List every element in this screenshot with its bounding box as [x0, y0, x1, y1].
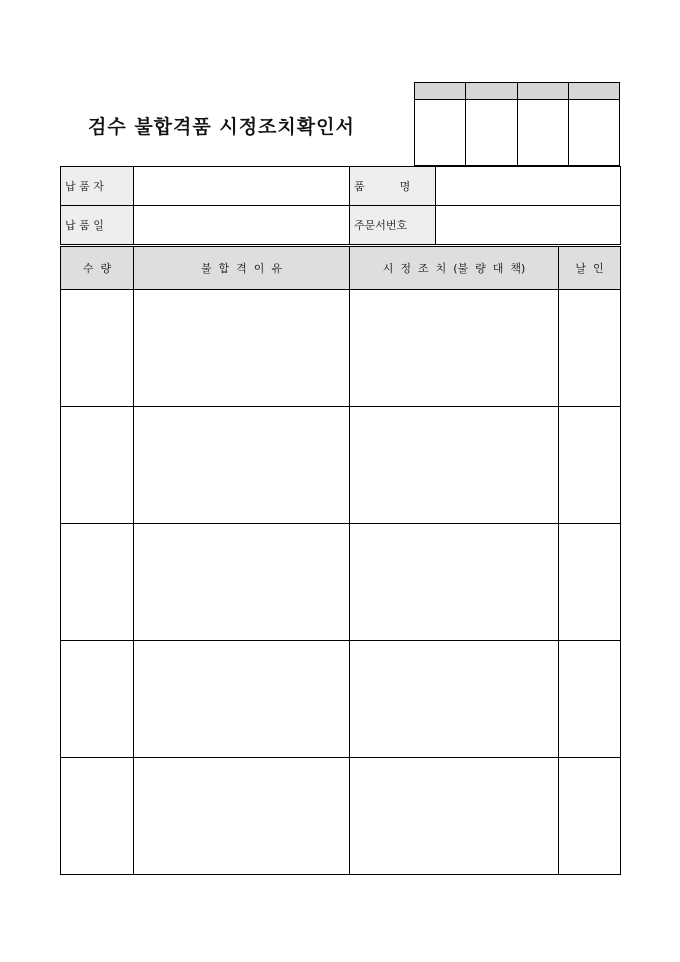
quantity-cell[interactable]	[61, 641, 134, 758]
approval-header-cell-4	[568, 83, 619, 100]
reason-cell[interactable]	[134, 407, 350, 524]
approval-header-cell-3	[517, 83, 568, 100]
reason-cell[interactable]	[134, 524, 350, 641]
action-header: 시 정 조 치 (불 량 대 책)	[350, 246, 559, 290]
table-row	[61, 758, 621, 875]
quantity-header: 수 량	[61, 246, 134, 290]
action-cell[interactable]	[350, 758, 559, 875]
quantity-cell[interactable]	[61, 758, 134, 875]
reason-cell[interactable]	[134, 758, 350, 875]
table-row	[61, 524, 621, 641]
supplier-field[interactable]	[134, 167, 350, 206]
delivery-date-label: 납 품 일	[61, 206, 134, 245]
seal-cell[interactable]	[559, 290, 621, 407]
action-cell[interactable]	[350, 290, 559, 407]
document-title: 검수 불합격품 시정조치확인서	[88, 116, 355, 138]
seal-cell[interactable]	[559, 524, 621, 641]
seal-cell[interactable]	[559, 758, 621, 875]
action-cell[interactable]	[350, 407, 559, 524]
reason-cell[interactable]	[134, 641, 350, 758]
quantity-cell[interactable]	[61, 290, 134, 407]
delivery-date-field[interactable]	[134, 206, 350, 245]
nonconformance-table	[60, 244, 621, 875]
seal-header: 날 인	[559, 246, 621, 290]
seal-cell[interactable]	[559, 407, 621, 524]
reason-cell[interactable]	[134, 290, 350, 407]
order-number-label: 주문서번호	[350, 206, 436, 245]
seal-cell[interactable]	[559, 641, 621, 758]
approval-stamp-boxes	[414, 82, 620, 166]
approval-sign-cell-2[interactable]	[466, 100, 517, 166]
table-row	[61, 641, 621, 758]
approval-header-cell-2	[466, 83, 517, 100]
approval-header-cell-1	[415, 83, 466, 100]
table-row	[61, 407, 621, 524]
supplier-label: 납 품 자	[61, 167, 134, 206]
order-number-field[interactable]	[436, 206, 621, 245]
item-name-label: 품 명	[350, 167, 436, 206]
quantity-cell[interactable]	[61, 524, 134, 641]
table-row	[61, 290, 621, 407]
reason-header: 불 합 격 이 유	[134, 246, 350, 290]
info-section	[60, 166, 621, 245]
approval-sign-cell-4[interactable]	[568, 100, 619, 166]
action-cell[interactable]	[350, 524, 559, 641]
approval-sign-cell-3[interactable]	[517, 100, 568, 166]
approval-sign-cell-1[interactable]	[415, 100, 466, 166]
quantity-cell[interactable]	[61, 407, 134, 524]
action-cell[interactable]	[350, 641, 559, 758]
item-name-field[interactable]	[436, 167, 621, 206]
